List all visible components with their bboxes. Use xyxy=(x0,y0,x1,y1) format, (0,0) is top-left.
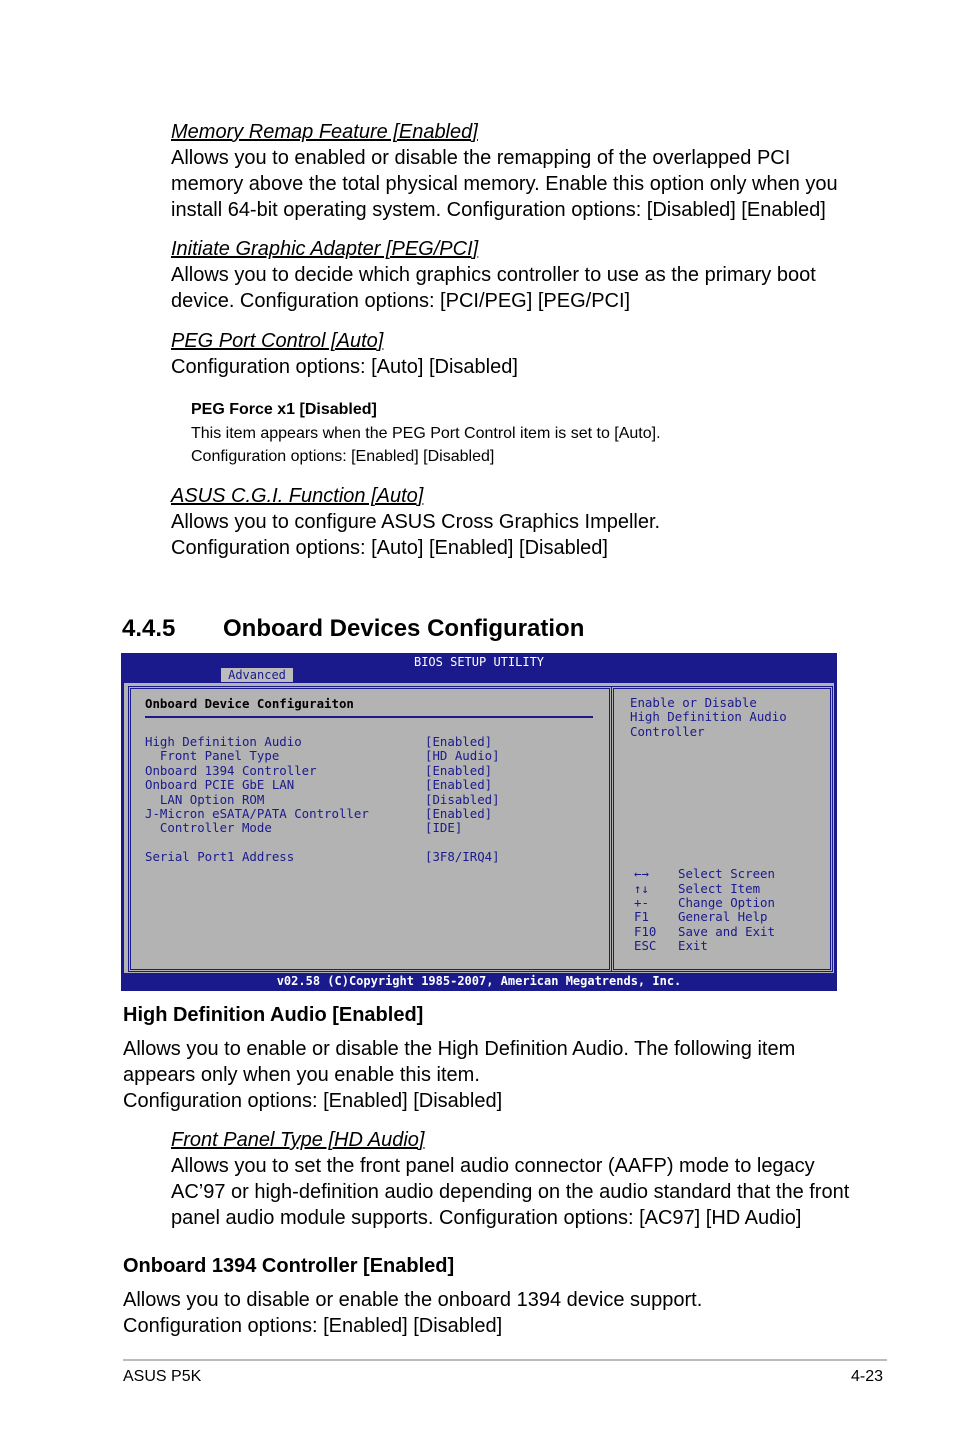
option-value[interactable]: [HD Audio] xyxy=(425,748,500,763)
item-desc-peg-port xyxy=(171,354,518,380)
key-desc: Select Screen xyxy=(678,866,775,881)
bios-body xyxy=(124,683,834,973)
heading-divider xyxy=(145,716,593,718)
item-desc-cgi xyxy=(171,509,660,561)
key-plus-minus: +- xyxy=(634,895,649,910)
option-value[interactable]: [Enabled] xyxy=(425,777,493,792)
sub-item-title-peg-force: PEG Force x1 [Disabled] xyxy=(191,401,377,418)
option-value[interactable]: [Enabled] xyxy=(425,763,493,778)
tab-advanced[interactable]: Advanced xyxy=(221,668,293,682)
option-lan-option-rom[interactable]: LAN Option ROM xyxy=(145,792,265,807)
bios-title: BIOS SETUP UTILITY xyxy=(413,655,545,669)
footer-page-number: 4-23 xyxy=(851,1368,884,1385)
section-number: 4.4.5 xyxy=(122,615,176,642)
option-value[interactable]: [Enabled] xyxy=(425,806,493,821)
bios-screenshot xyxy=(121,653,837,991)
arrows-left-right-icon: ←→ xyxy=(634,866,649,881)
hda-desc xyxy=(123,1036,795,1114)
option-controller-mode[interactable]: Controller Mode xyxy=(145,820,272,835)
option-onboard-1394[interactable]: Onboard 1394 Controller xyxy=(145,763,317,778)
item-desc-front-panel xyxy=(171,1153,849,1231)
item-title-front-panel: Front Panel Type [HD Audio] xyxy=(171,1129,425,1151)
help-line: Controller xyxy=(630,724,705,739)
desc-line: install 64-bit operating system. Configuration options: [Disabled] [Enabled] xyxy=(171,199,826,221)
option-value[interactable]: [IDE] xyxy=(425,820,463,835)
key-f1: F1 xyxy=(634,909,649,924)
option-pcie-gbe-lan[interactable]: Onboard PCIE GbE LAN xyxy=(145,777,295,792)
help-line: Enable or Disable xyxy=(630,695,757,710)
desc-line: Configuration options: [Auto] [Disabled] xyxy=(171,356,518,378)
desc-line: AC’97 or high-definition audio depending on the audio standard that the front xyxy=(171,1181,850,1203)
sub-item-desc-peg-force xyxy=(191,422,661,468)
heading-hda: High Definition Audio [Enabled] xyxy=(123,1004,424,1026)
options-panel xyxy=(128,686,612,972)
footer-divider xyxy=(123,1359,887,1361)
desc-line: Allows you to decide which graphics controller to use as the primary boot xyxy=(171,264,816,286)
option-value[interactable]: [Enabled] xyxy=(425,734,493,749)
desc-line: Allows you to enabled or disable the remapping of the overlapped PCI xyxy=(171,147,791,169)
heading-1394: Onboard 1394 Controller [Enabled] xyxy=(123,1255,455,1277)
desc-line: Allows you to configure ASUS Cross Graphics Impeller. xyxy=(171,511,661,533)
desc-line: Allows you to enable or disable the High Definition Audio. The following item xyxy=(123,1038,796,1060)
help-line: High Definition Audio xyxy=(630,709,787,724)
key-desc: Exit xyxy=(678,938,708,953)
footer-product: ASUS P5K xyxy=(123,1368,202,1385)
option-serial-port1[interactable]: Serial Port1 Address xyxy=(145,849,295,864)
desc-line: memory above the total physical memory. Enable this option only when you xyxy=(171,173,838,195)
item-desc-memory-remap xyxy=(171,145,838,223)
option-value[interactable]: [3F8/IRQ4] xyxy=(425,849,500,864)
item-desc-initiate-graphic xyxy=(171,262,816,314)
desc-line: Allows you to set the front panel audio connector (AAFP) mode to legacy xyxy=(171,1155,815,1177)
bios-copyright: v02.58 (C)Copyright 1985-2007, American Megatrends, Inc. xyxy=(276,974,682,988)
item-title-memory-remap: Memory Remap Feature [Enabled] xyxy=(171,121,478,143)
option-high-definition-audio[interactable]: High Definition Audio xyxy=(145,734,302,749)
option-value[interactable]: [Disabled] xyxy=(425,792,500,807)
desc-line: Allows you to disable or enable the onboard 1394 device support. xyxy=(123,1289,703,1311)
desc-line: Configuration options: [Enabled] [Disabled] xyxy=(123,1315,503,1337)
desc-line: device. Configuration options: [PCI/PEG] [PEG/PCI] xyxy=(171,290,631,312)
help-panel xyxy=(611,686,833,972)
desc-line: Configuration options: [Auto] [Enabled] [Disabled] xyxy=(171,537,608,559)
option-jmicron-controller[interactable]: J-Micron eSATA/PATA Controller xyxy=(145,806,369,821)
desc-line: Configuration options: [Enabled] [Disabled] xyxy=(191,448,495,465)
key-desc: Save and Exit xyxy=(678,924,775,939)
desc-1394 xyxy=(123,1287,702,1339)
desc-line: appears only when you enable this item. xyxy=(123,1064,480,1086)
item-title-peg-port: PEG Port Control [Auto] xyxy=(171,330,384,352)
key-desc: Change Option xyxy=(678,895,775,910)
key-esc: ESC xyxy=(634,938,657,953)
item-title-cgi: ASUS C.G.I. Function [Auto] xyxy=(171,485,424,507)
key-f10: F10 xyxy=(634,924,657,939)
bios-panel-heading: Onboard Device Configuraiton xyxy=(145,696,354,711)
desc-line: This item appears when the PEG Port Control item is set to [Auto]. xyxy=(191,425,661,442)
arrows-up-down-icon: ↑↓ xyxy=(634,881,649,896)
section-title: Onboard Devices Configuration xyxy=(223,615,585,642)
item-title-initiate-graphic: Initiate Graphic Adapter [PEG/PCI] xyxy=(171,238,479,260)
desc-line: panel audio module supports. Configuration options: [AC97] [HD Audio] xyxy=(171,1207,802,1229)
desc-line: Configuration options: [Enabled] [Disabled] xyxy=(123,1090,503,1112)
key-desc: Select Item xyxy=(678,881,761,896)
key-desc: General Help xyxy=(678,909,768,924)
option-front-panel-type[interactable]: Front Panel Type xyxy=(145,748,280,763)
